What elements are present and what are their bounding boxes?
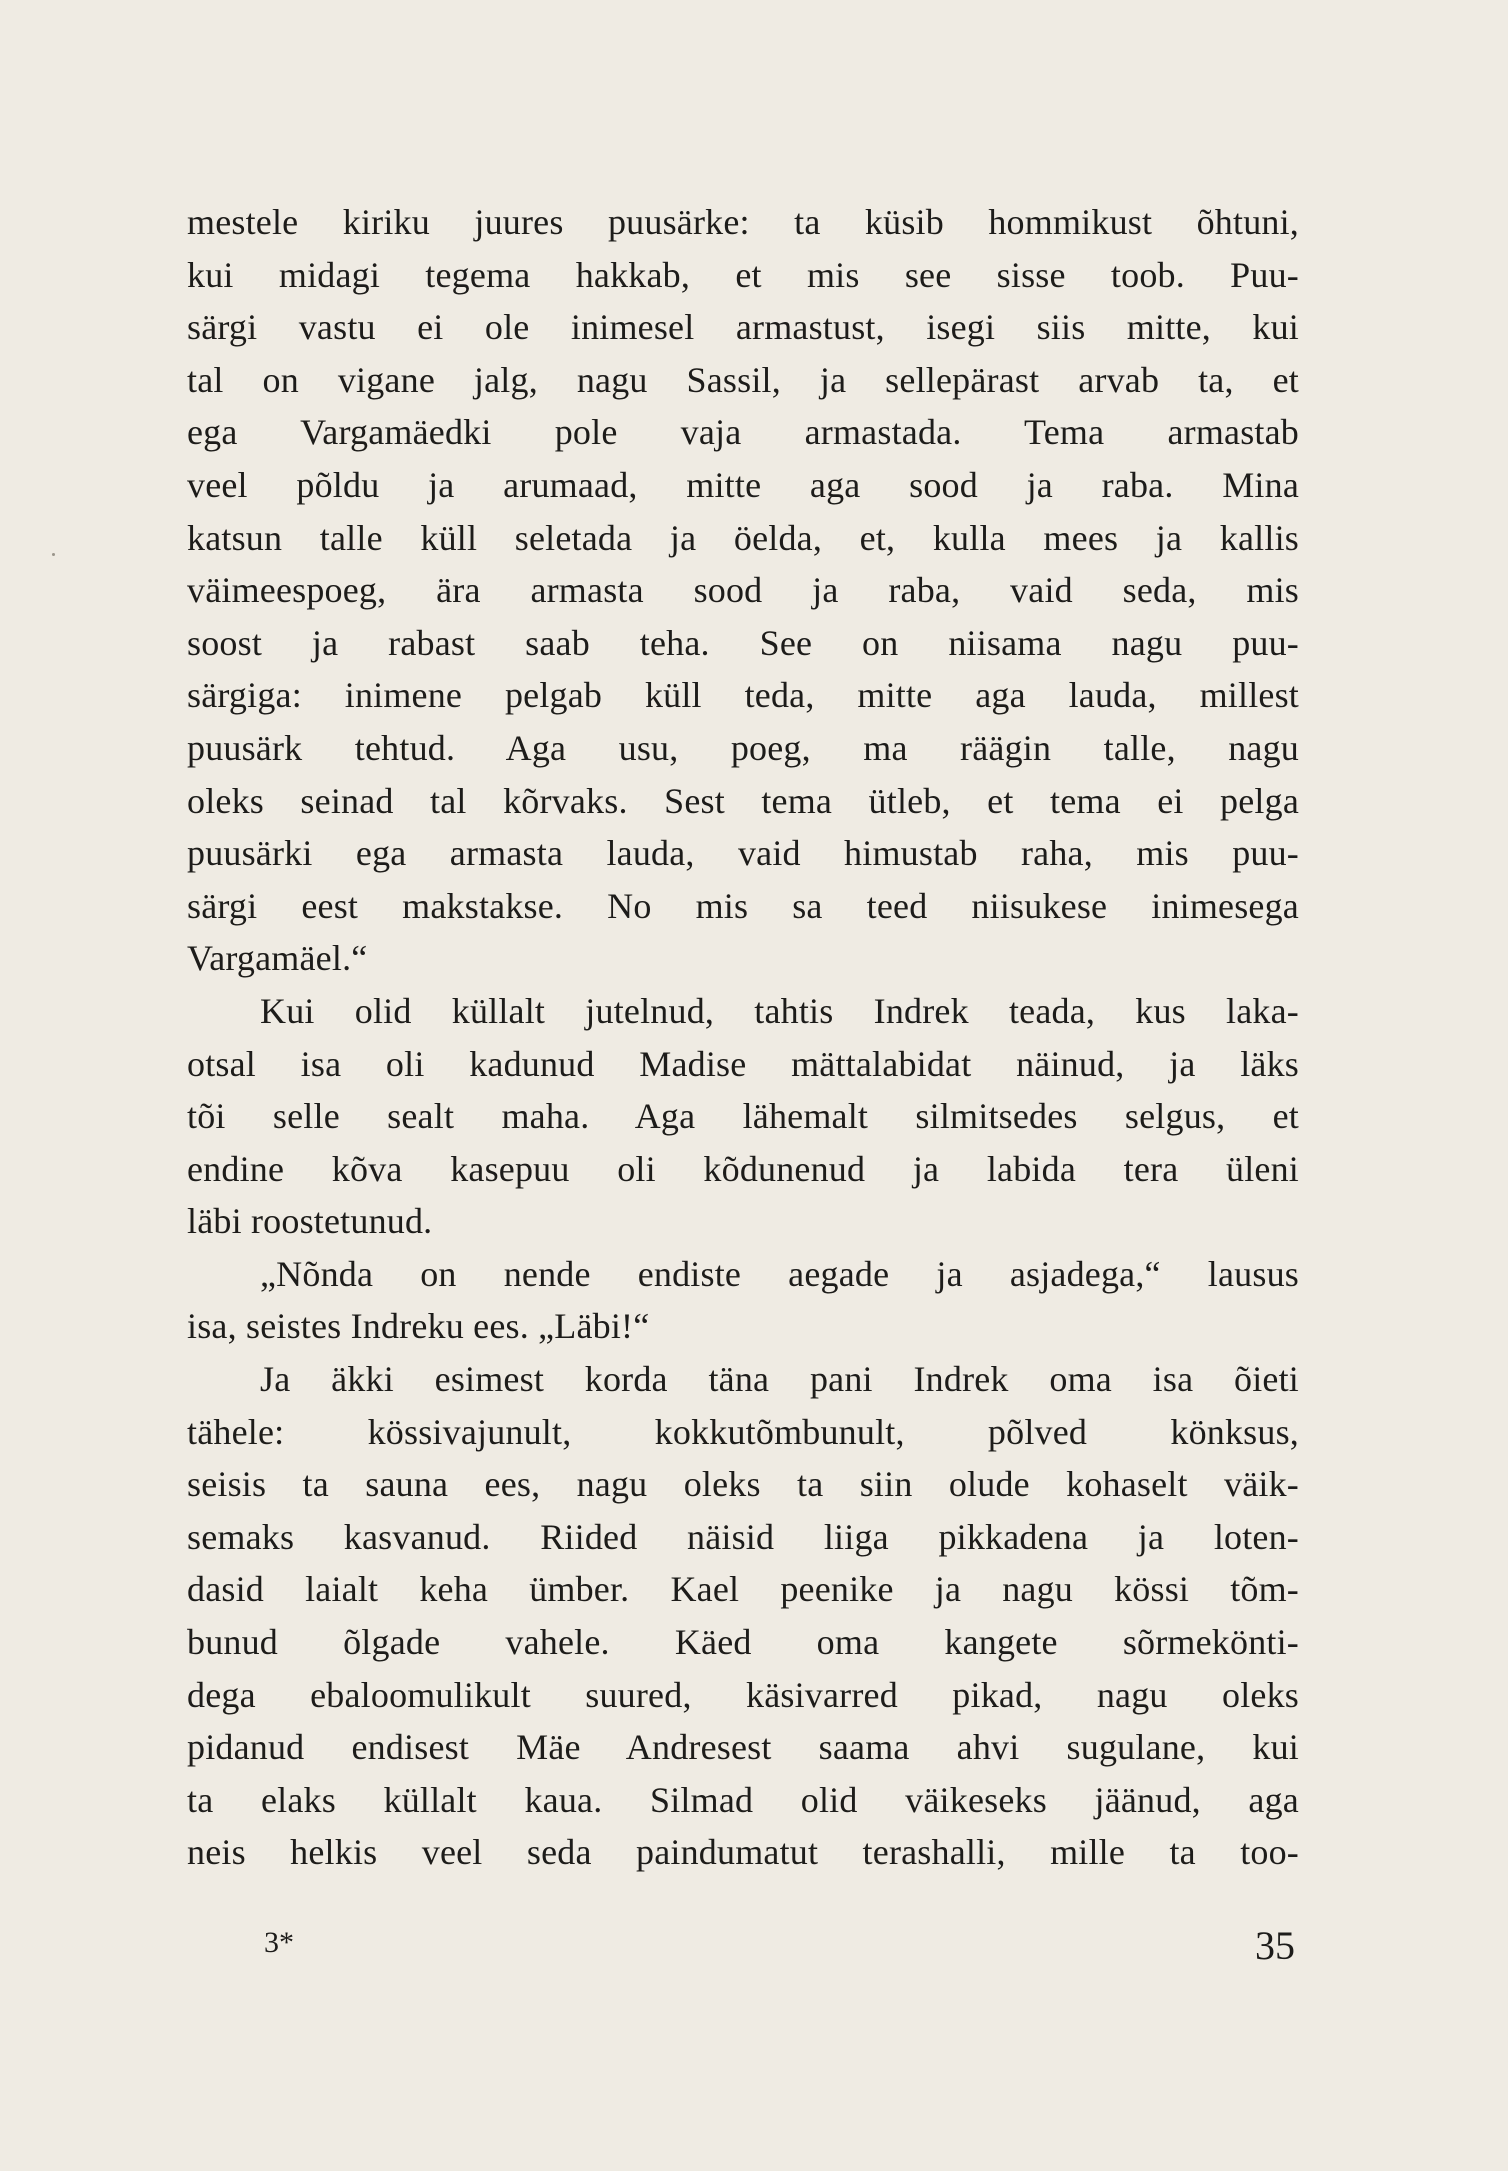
text-line: semaks kasvanud. Riided näisid liiga pikkadena ja loten- bbox=[187, 1516, 1299, 1557]
text-line: särgi vastu ei ole inimesel armastust, isegi siis mitte, kui bbox=[187, 307, 1299, 348]
text-line: pidanud endisest Mäe Andresest saama ahvi sugulane, kui bbox=[187, 1727, 1299, 1768]
printer-signature-mark: 3* bbox=[264, 1926, 294, 1959]
text-line: veel põldu ja arumaad, mitte aga sood ja raba. Mina bbox=[187, 464, 1299, 505]
text-line: puusärki ega armasta lauda, vaid himustab raha, mis puu- bbox=[187, 833, 1299, 874]
text-line: läbi roostetunud. bbox=[187, 1201, 433, 1242]
text-line: kui midagi tegema hakkab, et mis see sisse toob. Puu- bbox=[187, 254, 1299, 295]
text-line: dasid laialt keha ümber. Kael peenike ja nagu kössi tõm- bbox=[187, 1569, 1299, 1610]
text-line: väimeespoeg, ära armasta sood ja raba, vaid seda, mis bbox=[187, 570, 1299, 611]
text-line: tähele: kössivajunult, kokkutõmbunult, põlved könksus, bbox=[187, 1411, 1299, 1452]
page-number: 35 bbox=[1255, 1923, 1295, 1968]
text-line: tõi selle sealt maha. Aga lähemalt silmitsedes selgus, et bbox=[187, 1096, 1299, 1137]
text-line: bunud õlgade vahele. Käed oma kangete sõrmekönti- bbox=[187, 1622, 1299, 1663]
text-line: mestele kiriku juures puusärke: ta küsib hommikust õhtuni, bbox=[187, 202, 1299, 242]
text-line: oleks seinad tal kõrvaks. Sest tema ütleb, et tema ei pelga bbox=[187, 780, 1299, 821]
text-line: Ja äkki esimest korda täna pani Indrek oma isa õieti bbox=[260, 1359, 1299, 1400]
text-line: dega ebaloomulikult suured, käsivarred pikad, nagu oleks bbox=[187, 1674, 1299, 1715]
text-line: soost ja rabast saab teha. See on niisama nagu puu- bbox=[187, 622, 1299, 663]
text-line: endine kõva kasepuu oli kõdunenud ja labida tera üleni bbox=[187, 1148, 1299, 1189]
text-line: isa, seistes Indreku ees. „Läbi!“ bbox=[187, 1306, 650, 1347]
text-line: ega Vargamäedki pole vaja armastada. Tema armastab bbox=[187, 412, 1299, 453]
text-line: otsal isa oli kadunud Madise mättalabidat näinud, ja läks bbox=[187, 1043, 1299, 1084]
text-line: Kui olid küllalt jutelnud, tahtis Indrek teada, kus laka- bbox=[260, 990, 1299, 1031]
text-line: ta elaks küllalt kaua. Silmad olid väikeseks jäänud, aga bbox=[187, 1779, 1299, 1820]
text-line: Vargamäel.“ bbox=[187, 938, 368, 979]
paper-speck bbox=[52, 553, 55, 556]
text-line: tal on vigane jalg, nagu Sassil, ja sellepärast arvab ta, et bbox=[187, 359, 1299, 400]
body-text bbox=[187, 196, 1299, 1879]
text-line: särgi eest makstakse. No mis sa teed niisukese inimesega bbox=[187, 885, 1299, 926]
text-line: seisis ta sauna ees, nagu oleks ta siin olude kohaselt väik- bbox=[187, 1464, 1299, 1505]
text-line: neis helkis veel seda paindumatut terashalli, mille ta too- bbox=[187, 1832, 1299, 1873]
text-line: katsun talle küll seletada ja öelda, et, kulla mees ja kallis bbox=[187, 517, 1299, 558]
text-line: puusärk tehtud. Aga usu, poeg, ma räägin talle, nagu bbox=[187, 727, 1299, 768]
text-line: „Nõnda on nende endiste aegade ja asjadega,“ lausus bbox=[260, 1253, 1299, 1294]
text-line: särgiga: inimene pelgab küll teda, mitte aga lauda, millest bbox=[187, 675, 1299, 716]
